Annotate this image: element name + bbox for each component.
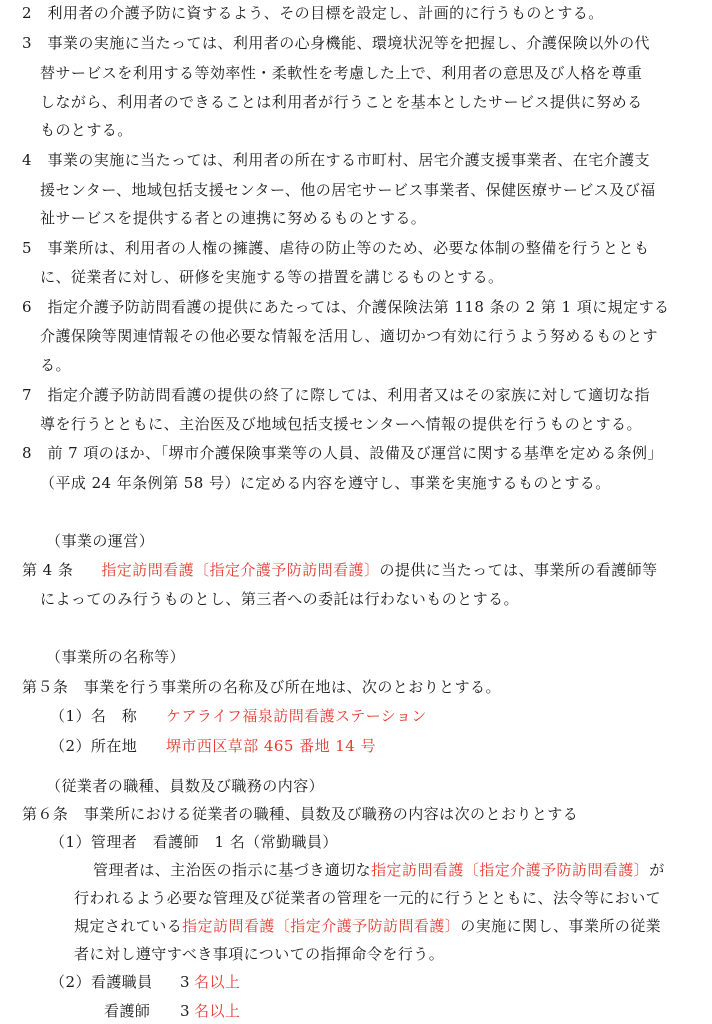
art6-mgr-highlight-1: 指定訪問看護〔指定介護予防訪問看護〕 <box>371 861 650 879</box>
item-7-line-1: 7 指定介護予防訪問看護の提供の終了に際しては、利用者又はその家族に対して適切な指 <box>22 386 650 404</box>
item-2: 2 利用者の介護予防に資するよう、その目標を設定し、計画的に行うものとする。 <box>22 4 604 22</box>
art6-nurse-staff-row <box>50 969 240 995</box>
art6-mgr-highlight-2: 指定訪問看護〔指定介護予防訪問看護〕 <box>182 917 461 935</box>
art6-manager-para-3 <box>74 913 661 939</box>
item-4-line-1: 4 事業の実施に当たっては、利用者の所在する市町村、居宅介護支援事業者、在宅介護支 <box>22 151 650 169</box>
art6-nurse-count: 3 <box>180 973 190 991</box>
item-5-line-1: 5 事業所は、利用者の人権の擁護、虐待の防止等のため、必要な体制の整備を行うととも <box>22 239 650 257</box>
art6-mgr-text-b: が <box>649 861 665 879</box>
art4-label: 第 4 条 <box>22 561 74 579</box>
item-3-line-2: 替サービスを利用する等効率性・柔軟性を考慮した上で、利用者の意思及び人格を尊重 <box>40 64 643 82</box>
item-4-line-2: 援センター、地域包括支援センター、他の居宅サービス事業者、保健医療サービス及び福 <box>40 181 656 199</box>
art4-line-1 <box>22 557 658 583</box>
art6-mgr-text-c: 規定されている <box>74 917 183 935</box>
item-5-line-2: に、従業者に対し、研修を実施する等の措置を講じるものとする。 <box>40 268 504 286</box>
art6-nurse2-label: 看護師 <box>104 1002 151 1020</box>
art4-highlight: 指定訪問看護〔指定介護予防訪問看護〕 <box>101 561 380 579</box>
art4-rest: の提供に当たっては、事業所の看護師等 <box>379 561 658 579</box>
art6-mgr-text-a: 管理者は、主治医の指示に基づき適切な <box>93 861 372 879</box>
art6-heading: （従業者の職種、員数及び職務の内容） <box>46 777 325 795</box>
item-6-line-2: 介護保険等関連情報その他必要な情報を活用し、適切かつ有効に行うよう努めるものとす <box>40 327 659 345</box>
art5-addr-row <box>50 733 376 759</box>
art6-nurse-row <box>104 998 240 1024</box>
item-3-line-4: ものとする。 <box>40 121 133 139</box>
art6-manager-para-2: 行われるよう必要な管理及び従業者の管理を一元的に行うとともに、法令等において <box>74 889 662 907</box>
item-8-line-2: （平成 24 年条例第 58 号）に定める内容を遵守し、事業を実施するものとする。 <box>40 474 611 492</box>
art4-line-2: によってのみ行うものとし、第三者への委託は行わないものとする。 <box>40 590 519 608</box>
art6-nurse-label: （2）看護職員 <box>50 973 153 991</box>
art5-text: 第５条 事業を行う事業所の名称及び所在地は、次のとおりとする。 <box>22 678 501 696</box>
item-6-line-3: る。 <box>40 356 71 374</box>
art6-nurse2-value: 名以上 <box>194 1002 241 1020</box>
art5-addr-value: 堺市西区草部 465 番地 14 号 <box>166 737 376 755</box>
art6-nurse-value: 名以上 <box>194 973 241 991</box>
item-3-line-3: しながら、利用者のできることは利用者が行うことを基本としたサービス提供に努める <box>40 93 643 111</box>
art5-name-row <box>50 703 427 729</box>
art6-text: 第６条 事業所における従業者の職種、員数及び職務の内容は次のとおりとする <box>22 805 579 823</box>
art5-heading: （事業所の名称等） <box>46 648 186 666</box>
art6-nurse2-count: 3 <box>180 1002 190 1020</box>
art5-name-label: （1）名 称 <box>50 707 138 725</box>
item-7-line-2: 導を行うとともに、主治医及び地域包括支援センターへ情報の提供を行うものとする。 <box>40 415 642 433</box>
item-4-line-3: 祉サービスを提供する者との連携に努めるものとする。 <box>40 209 427 227</box>
art6-manager-line: （1）管理者 看護師 1 名（常勤職員） <box>50 833 338 851</box>
art5-name-value: ケアライフ福泉訪問看護ステーション <box>166 707 427 725</box>
item-6-line-1: 6 指定介護予防訪問看護の提供にあたっては、介護保険法第 118 条の 2 第 1 項に規定する <box>22 298 670 316</box>
art6-manager-para-1 <box>93 857 665 883</box>
art4-heading: （事業の運営） <box>46 532 155 550</box>
art6-manager-para-4: 者に対し遵守すべき事項についての指揮命令を行う。 <box>74 945 445 963</box>
art6-mgr-text-d: の実施に関し、事業所の従業 <box>460 917 662 935</box>
item-8-line-1: 8 前 7 項のほか、「堺市介護保険事業等の人員、設備及び運営に関する基準を定める条例」 <box>22 444 663 462</box>
art5-addr-label: （2）所在地 <box>50 737 138 755</box>
item-3-line-1: 3 事業の実施に当たっては、利用者の心身機能、環境状況等を把握し、介護保険以外の代 <box>22 34 650 52</box>
